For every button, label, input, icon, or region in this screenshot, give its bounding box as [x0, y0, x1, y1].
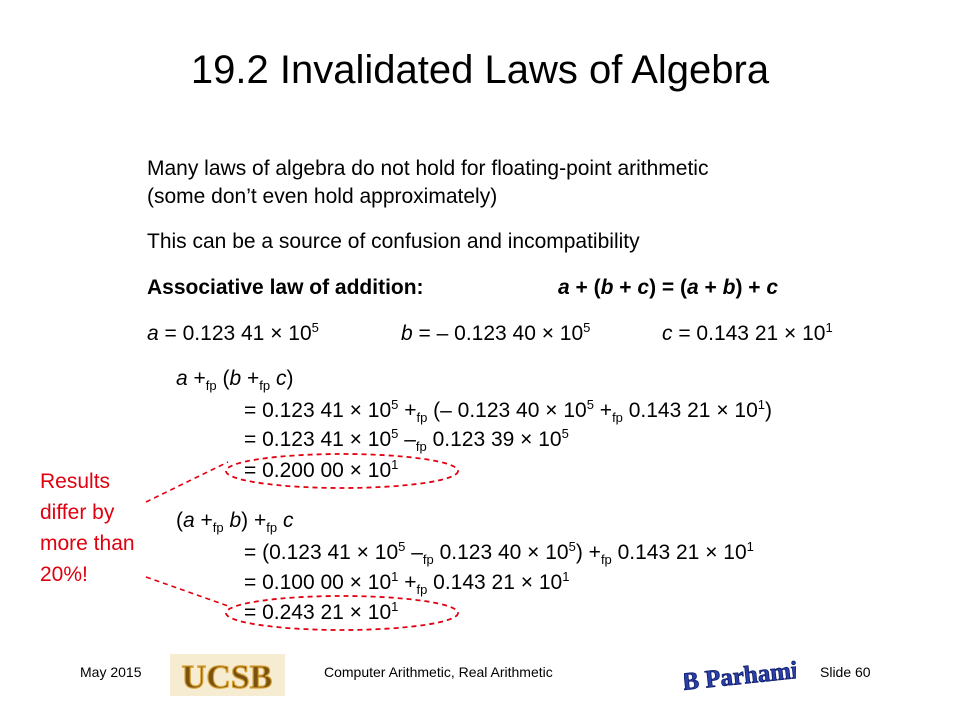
connector-line-upper — [146, 462, 228, 502]
footer-date: May 2015 — [80, 664, 142, 680]
example2-step1: = (0.123 $41 \times 10^5$ $-_{fp}$ 0.123 $40 \times 10^5) +_{fp}$ 0.143 $21 \times 10^1$ — [244, 539, 754, 567]
associative-law-label: Associative law of addition: — [147, 276, 424, 299]
example2-step2: = 0.100 $00 \times 10^1 +_{fp}$ 0.143 $21 \times 10^1$ — [244, 569, 570, 597]
example2-head: ($a +_{fp}$ $b) +_{fp}$ c — [176, 509, 294, 535]
slide-title: 19.2 Invalidated Laws of Algebra — [190, 48, 770, 92]
example1-step2: = 0.123 $41 \times 10^5$ $-_{fp}$ 0.123 $39 \times 10^5$ — [244, 426, 569, 454]
def-c: c = 0.143 $21 \times 10^1$ — [662, 320, 833, 345]
example1-step1: = 0.123 $41 \times 10^5 +_{fp}$ (– 0.123 $40 \times 10^5 +_{fp}$ 0.143 $21 \times 10^1$) — [244, 397, 773, 425]
result1-highlight-ellipse — [226, 454, 458, 488]
footer-title: Computer Arithmetic, Real Arithmetic — [324, 664, 553, 680]
svg-text:UCSB: UCSB — [181, 659, 273, 696]
def-b: b = – 0.123 $40 \times 10^5$ — [401, 320, 591, 345]
intro-line-2: (some don’t even hold approximately) — [147, 185, 498, 208]
result2-highlight-ellipse — [226, 596, 458, 630]
signature-graphic — [684, 646, 796, 700]
connector-line-lower — [146, 577, 228, 606]
intro-line-1: Many laws of algebra do not hold for floating-point arithmetic — [147, 157, 709, 180]
def-a: a = 0.123 $41 \times 10^5$ — [147, 320, 319, 345]
example1-result: = 0.200 $00 \times 10^1$ — [244, 457, 399, 482]
ucsb-logo — [170, 654, 285, 696]
confusion-line: This can be a source of confusion and incompatibility — [147, 230, 640, 253]
footer-slide-number: Slide 60 — [820, 664, 871, 680]
svg-text:B Parhami: B Parhami — [684, 657, 796, 696]
associative-law-formula: a + (b + c) = (a + b) + c — [558, 276, 779, 299]
results-differ-note: Results differ by more than 20%! — [40, 470, 135, 586]
example2-result: = 0.243 $21 \times 10^1$ — [244, 599, 399, 624]
example1-head: $a +_{fp}$ ($b +_{fp}$ c) — [176, 367, 294, 393]
